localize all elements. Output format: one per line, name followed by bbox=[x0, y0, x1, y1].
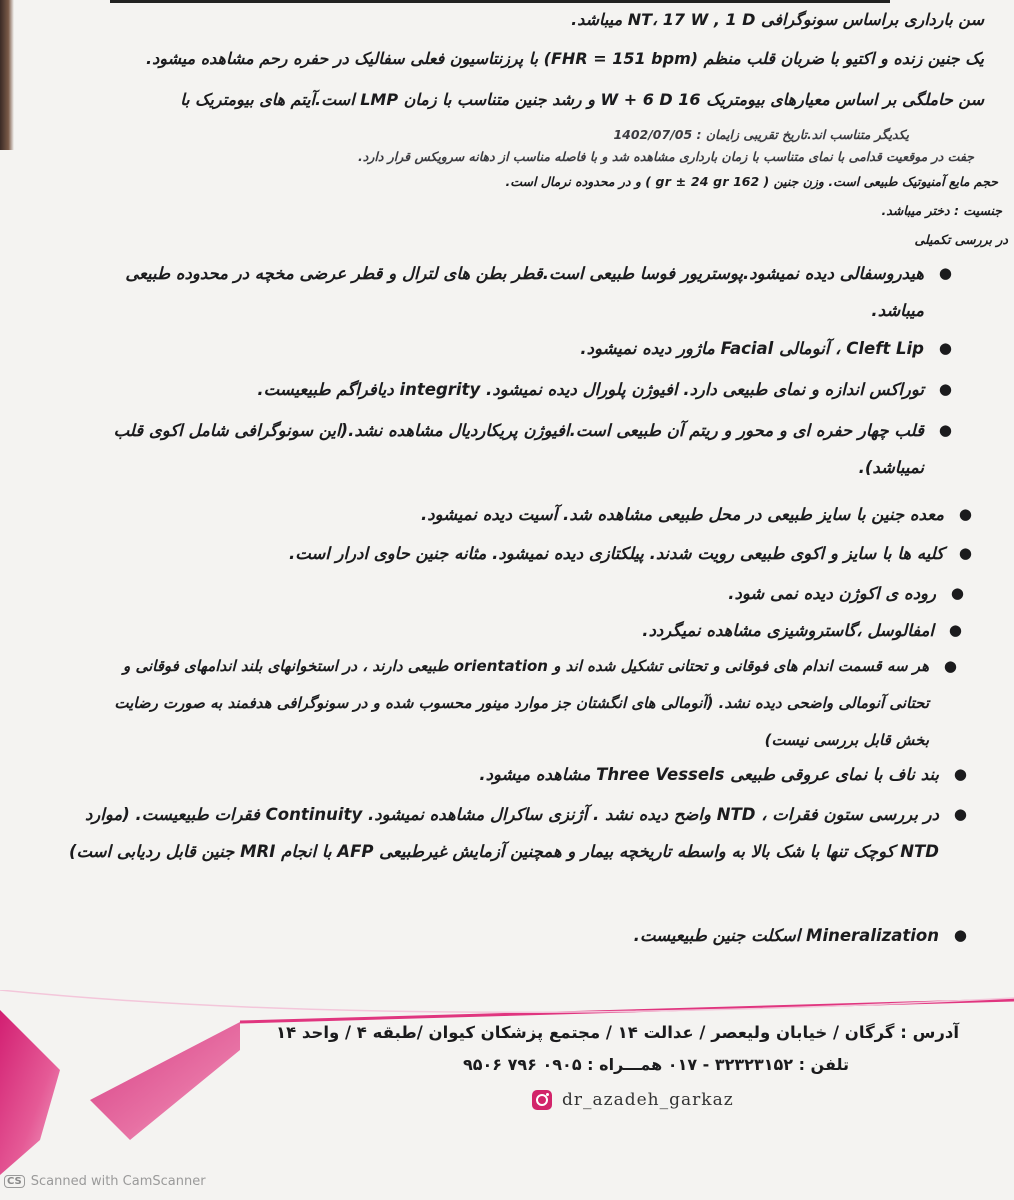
bullet-icon: ● bbox=[938, 264, 952, 282]
gestational-age-nt: سن بارداری براساس سونوگرافی NT، 17 W , 1 D میباشد. bbox=[571, 10, 984, 29]
bullet-icon: ● bbox=[938, 380, 952, 398]
finding-item: ● هر سه قسمت اندام های فوقانی و تحتانی تشکیل شده اند و orientation طبیعی دارند ، در استخوانهای بلند اندامهای فوقانی و تحتانی آنومالی واضحی دیده نشد. (آنومالی های انگشتان جز موارد مینور محسوب شده و در سونوگرافی هدفمند به صورت رضایت بخش قابل بررسی نیست) bbox=[79, 648, 929, 759]
bullet-icon: ● bbox=[953, 765, 967, 783]
biometry-line: سن حاملگی بر اساس معیارهای بیومتریک 16 W + 6 D و رشد جنین متناسب با زمان LMP است.آیتم های بیومتریک با bbox=[180, 90, 984, 109]
bullet-icon: ● bbox=[953, 926, 967, 944]
placenta-line: جفت در موقعیت قدامی با نمای متناسب با زمان بارداری مشاهده شد و با فاصله مناسب از دهانه سرویکس قرار دارد. bbox=[358, 149, 974, 164]
finding-item: ● در بررسی ستون فقرات ، NTD واضح دیده نشد . آژنزی ساکرال مشاهده نمیشود. Continuity فقرات طبیعیست. (موارد NTD کوچک تنها با شک بالا به واسطه تاریخچه بیمار و همچنین آزمایش غیرطبیعی AFP با انجام MRI جنین قابل ردیابی است) bbox=[59, 796, 939, 870]
footer-decoration bbox=[0, 990, 1014, 1200]
finding-item: ● روده ی اکوژن دیده نمی شود. bbox=[728, 575, 936, 612]
footer-faint-arc bbox=[0, 990, 1014, 1012]
bullet-icon: ● bbox=[953, 805, 967, 823]
footer-pink-shape-mid bbox=[90, 1022, 240, 1140]
finding-item: ● توراکس اندازه و نمای طبیعی دارد. افیوژن پلورال دیده نمیشود. integrity دیافراگم طبیعیست. bbox=[257, 371, 924, 408]
scanner-text: Scanned with CamScanner bbox=[30, 1174, 206, 1189]
footer-address: آدرس : گرگان / خیابان ولیعصر / عدالت ۱۴ / مجتمع پزشکان کیوان /طبقه ۴ / واحد ۱۴ bbox=[276, 1023, 959, 1042]
section-title: در بررسی تکمیلی bbox=[914, 232, 1008, 247]
finding-item: ● معده جنین با سایز طبیعی در محل طبیعی مشاهده شد. آسیت دیده نمیشود. bbox=[421, 496, 944, 533]
bullet-icon: ● bbox=[943, 657, 957, 675]
bullet-icon: ● bbox=[938, 421, 952, 439]
bullet-icon: ● bbox=[958, 505, 972, 523]
finding-item: ● بند ناف با نمای عروقی طبیعی Three Vessels مشاهده میشود. bbox=[479, 756, 939, 793]
scanner-watermark bbox=[4, 1174, 206, 1189]
instagram-icon bbox=[532, 1090, 552, 1110]
top-rule bbox=[110, 0, 890, 3]
sex-line: جنسیت : دختر میباشد. bbox=[881, 203, 1002, 218]
finding-item: ● هیدروسفالی دیده نمیشود.پوستریور فوسا طبیعی است.قطر بطن های لترال و قطر عرضی مخچه در محدوده طبیعی میباشد. bbox=[74, 255, 924, 329]
finding-item: ● قلب چهار حفره ای و محور و ریتم آن طبیعی است.افیوژن پریکاردیال مشاهده نشد.(این سونوگرافی شامل اکوی قلب نمیباشد). bbox=[64, 412, 924, 486]
bullet-icon: ● bbox=[950, 584, 964, 602]
footer-pink-shape-left bbox=[0, 1010, 60, 1175]
finding-item: ● کلیه ها با سایز و اکوی طبیعی رویت شدند. پیلکتازی دیده نمیشود. مثانه جنین حاوی ادرار است. bbox=[289, 535, 944, 572]
instagram-link[interactable] bbox=[532, 1090, 734, 1110]
scan-edge-shadow bbox=[0, 0, 14, 150]
bullet-icon: ● bbox=[938, 339, 952, 357]
camscanner-icon: CS bbox=[4, 1175, 25, 1188]
edd-line: یکدیگر متناسب اند.تاریخ تقریبی زایمان : 1402/07/05 bbox=[613, 127, 909, 142]
finding-item: ● امفالوسل ،گاستروشیزی مشاهده نمیگردد. bbox=[642, 612, 934, 649]
amniotic-weight-line: حجم مایع آمنیوتیک طبیعی است. وزن جنین ( 162 gr ± 24 gr ) و در محدوده نرمال است. bbox=[505, 174, 998, 189]
fetal-heart-line: یک جنین زنده و اکتیو با ضربان قلب منظم (FHR = 151 bpm) با پرزنتاسیون فعلی سفالیک در حفره رحم مشاهده میشود. bbox=[146, 49, 984, 68]
instagram-handle: dr_azadeh_garkaz bbox=[562, 1090, 734, 1110]
bullet-icon: ● bbox=[948, 621, 962, 639]
bullet-icon: ● bbox=[958, 544, 972, 562]
finding-item: ● Mineralization اسکلت جنین طبیعیست. bbox=[634, 917, 939, 954]
footer-phone: تلفن : ۳۲۳۲۳۱۵۲ - ۰۱۷ همـــراه : ۰۹۰۵ ۷۹۶ ۹۵۰۶ bbox=[463, 1055, 849, 1074]
finding-item: ● Cleft Lip ، آنومالی Facial ماژور دیده نمیشود. bbox=[580, 330, 924, 367]
